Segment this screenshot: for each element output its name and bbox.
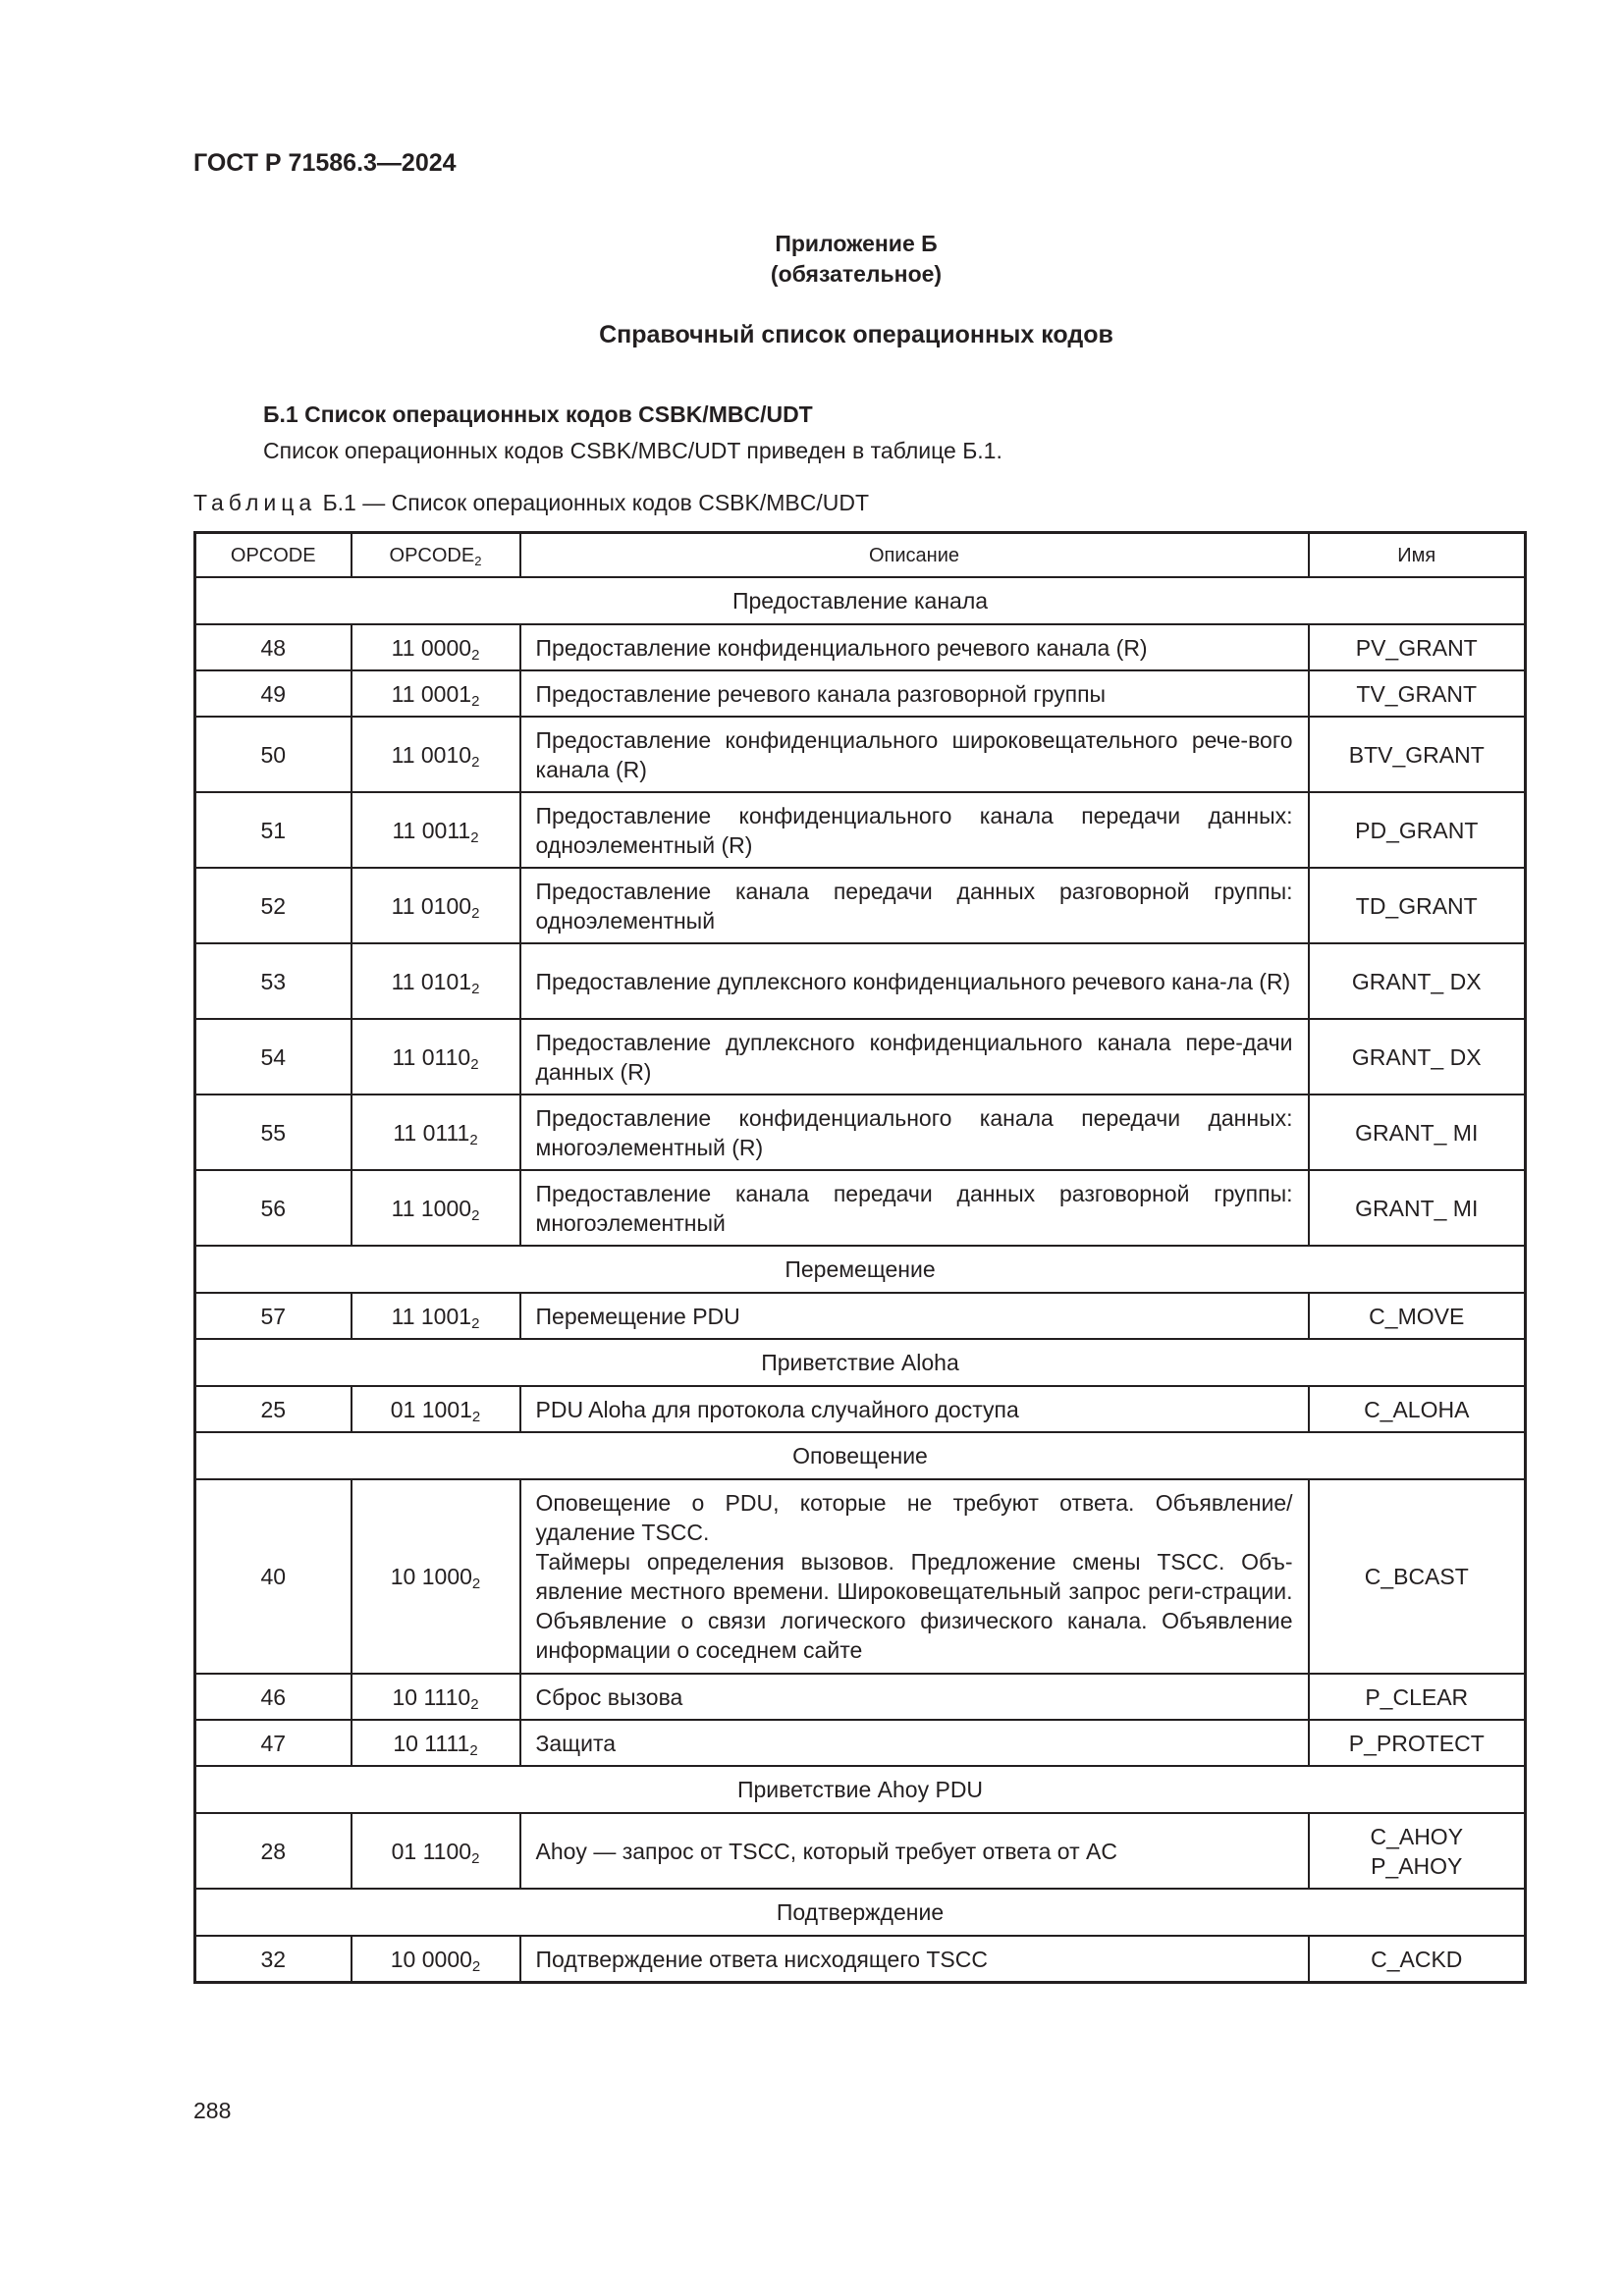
col-header-description: Описание <box>520 533 1309 578</box>
opcode-binary-value: 11 0110 <box>392 1043 471 1070</box>
col-header-name: Имя <box>1309 533 1526 578</box>
opcode-binary-cell <box>352 670 520 717</box>
name-cell: PV_GRANT <box>1309 624 1526 670</box>
opcode-binary-base: 2 <box>470 1055 479 1073</box>
annex-heading <box>0 229 1624 290</box>
opcode-binary-base: 2 <box>471 1408 481 1425</box>
annex-title: Справочный список операционных кодов <box>599 321 1113 348</box>
opcode-cell: 46 <box>195 1674 352 1720</box>
opcode-binary-value: 10 1000 <box>390 1564 472 1589</box>
name-cell: TD_GRANT <box>1309 868 1526 943</box>
description-cell: Предоставление канала передачи данных разговорной группы: одноэлементный <box>520 868 1309 943</box>
name-cell: P_CLEAR <box>1309 1674 1526 1720</box>
opcode-binary-base: 2 <box>471 1314 480 1332</box>
opcode-binary-value: 10 1110 <box>392 1683 471 1710</box>
opcode-binary-base: 2 <box>469 1131 478 1148</box>
annex-status: (обязательное) <box>770 261 943 287</box>
opcode-binary-base: 2 <box>469 1741 478 1759</box>
name-cell: TV_GRANT <box>1309 670 1526 717</box>
table-body <box>195 577 1526 1983</box>
opcode-cell: 56 <box>195 1170 352 1246</box>
opcode-cell: 25 <box>195 1386 352 1432</box>
section-title: Приветствие Aloha <box>195 1339 1526 1386</box>
opcode-cell: 28 <box>195 1813 352 1889</box>
opcode-binary-value: 11 0001 <box>391 680 472 707</box>
opcode-binary-cell <box>352 1095 520 1170</box>
opcode-binary-value: 11 0010 <box>391 741 472 768</box>
opcode-binary-cell <box>352 868 520 943</box>
opcode-binary-value: 10 0000 <box>390 1946 472 1972</box>
section-row <box>195 1766 1526 1813</box>
description-cell: Предоставление речевого канала разговорной группы <box>520 670 1309 717</box>
opcode-cell: 32 <box>195 1936 352 1983</box>
section-heading: Б.1 Список операционных кодов CSBK/MBC/UDT <box>263 401 813 427</box>
annex-label: Приложение Б <box>775 231 938 256</box>
opcode-binary-cell <box>352 1293 520 1339</box>
opcode-binary-cell <box>352 943 520 1019</box>
opcode-binary-cell <box>352 792 520 868</box>
description-cell: Перемещение PDU <box>520 1293 1309 1339</box>
description-cell: Защита <box>520 1720 1309 1766</box>
document-code: ГОСТ Р 71586.3—2024 <box>193 149 457 177</box>
opcode-binary-cell <box>352 1674 520 1720</box>
opcode-binary-value: 11 1001 <box>391 1303 472 1329</box>
description-cell <box>520 1479 1309 1674</box>
opcode-cell: 50 <box>195 717 352 792</box>
description-cell: PDU Aloha для протокола случайного доступа <box>520 1386 1309 1432</box>
opcode-binary-value: 11 0111 <box>393 1119 470 1146</box>
opcode-binary-cell <box>352 1720 520 1766</box>
description-line: Оповещение о PDU, которые не требуют ответа. Объявление/ удаление TSCC. <box>535 1490 1293 1545</box>
opcode-table <box>193 531 1527 1984</box>
opcode-cell: 40 <box>195 1479 352 1674</box>
opcode-binary-cell <box>352 1936 520 1983</box>
opcode-binary-value: 11 0100 <box>391 892 472 919</box>
name-cell: GRANT_ DX <box>1309 1019 1526 1095</box>
table-row <box>195 1170 1526 1246</box>
table-header-row <box>195 533 1526 578</box>
opcode-binary-base: 2 <box>471 1849 480 1867</box>
col-header-opcode2-sub: 2 <box>474 553 482 568</box>
table-row <box>195 868 1526 943</box>
opcode-binary-base: 2 <box>471 1575 481 1592</box>
section-row <box>195 1246 1526 1293</box>
section-title: Предоставление канала <box>195 577 1526 624</box>
section-row <box>195 1339 1526 1386</box>
opcode-cell: 55 <box>195 1095 352 1170</box>
table-row <box>195 943 1526 1019</box>
description-cell: Предоставление конфиденциального широковещательного рече-вого канала (R) <box>520 717 1309 792</box>
section-title: Приветствие Ahoy PDU <box>195 1766 1526 1813</box>
section-row <box>195 1432 1526 1479</box>
opcode-cell: 48 <box>195 624 352 670</box>
opcode-binary-cell <box>352 1813 520 1889</box>
description-cell: Предоставление дуплексного конфиденциального речевого кана-ла (R) <box>520 943 1309 1019</box>
description-cell: Ahoy — запрос от TSCC, который требует ответа от AC <box>520 1813 1309 1889</box>
table-row <box>195 670 1526 717</box>
name-line: P_AHOY <box>1371 1852 1463 1879</box>
opcode-cell: 57 <box>195 1293 352 1339</box>
description-cell: Предоставление дуплексного конфиденциального канала пере-дачи данных (R) <box>520 1019 1309 1095</box>
description-cell: Предоставление конфиденциального канала передачи данных: многоэлементный (R) <box>520 1095 1309 1170</box>
table-row <box>195 717 1526 792</box>
opcode-binary-cell <box>352 1019 520 1095</box>
opcode-binary-base: 2 <box>471 646 480 664</box>
opcode-binary-base: 2 <box>471 904 480 922</box>
name-cell: BTV_GRANT <box>1309 717 1526 792</box>
table-row <box>195 1674 1526 1720</box>
opcode-binary-cell <box>352 717 520 792</box>
table-row <box>195 792 1526 868</box>
opcode-binary-base: 2 <box>471 692 480 710</box>
page-number: 288 <box>193 2098 232 2123</box>
table-row <box>195 1019 1526 1095</box>
table-caption-label: Таблица <box>193 490 317 515</box>
section-text: Список операционных кодов CSBK/MBC/UDT приведен в таблице Б.1. <box>263 438 1002 463</box>
opcode-binary-cell <box>352 1479 520 1674</box>
table-row <box>195 1095 1526 1170</box>
section-title: Подтверждение <box>195 1889 1526 1936</box>
opcode-binary-value: 11 0000 <box>391 634 472 661</box>
col-header-opcode2-text: OPCODE <box>389 544 475 566</box>
opcode-binary-base: 2 <box>470 828 479 846</box>
description-cell: Предоставление конфиденциального канала передачи данных: одноэлементный (R) <box>520 792 1309 868</box>
section-row <box>195 577 1526 624</box>
description-line: Таймеры определения вызовов. Предложение смены TSCC. Объ-явление местного времени. Широковещательный запрос реги-страции. Объявление о связи логического физического канала. Объявление информации о соседнем сайте <box>535 1549 1293 1663</box>
table-row <box>195 1936 1526 1983</box>
opcode-binary-base: 2 <box>470 1695 479 1713</box>
opcode-binary-cell <box>352 1386 520 1432</box>
opcode-cell: 54 <box>195 1019 352 1095</box>
name-cell <box>1309 1813 1526 1889</box>
name-cell: C_BCAST <box>1309 1479 1526 1674</box>
opcode-binary-value: 10 1111 <box>393 1730 470 1756</box>
opcode-binary-base: 2 <box>471 753 480 771</box>
opcode-cell: 47 <box>195 1720 352 1766</box>
opcode-binary-value: 11 0011 <box>392 817 471 843</box>
opcode-cell: 53 <box>195 943 352 1019</box>
table-row <box>195 1386 1526 1432</box>
name-cell: GRANT_ DX <box>1309 943 1526 1019</box>
description-cell: Предоставление канала передачи данных разговорной группы: многоэлементный <box>520 1170 1309 1246</box>
opcode-binary-value: 01 1100 <box>391 1838 472 1864</box>
table-row <box>195 1479 1526 1674</box>
opcode-binary-base: 2 <box>471 980 480 997</box>
section-title: Оповещение <box>195 1432 1526 1479</box>
opcode-binary-cell <box>352 1170 520 1246</box>
opcode-binary-base: 2 <box>471 1957 481 1975</box>
table-caption <box>193 490 869 516</box>
col-header-opcode2 <box>352 533 520 578</box>
section-title: Перемещение <box>195 1246 1526 1293</box>
opcode-binary-base: 2 <box>471 1206 480 1224</box>
name-cell: C_ALOHA <box>1309 1386 1526 1432</box>
name-cell: P_PROTECT <box>1309 1720 1526 1766</box>
opcode-binary-value: 11 1000 <box>391 1195 472 1221</box>
table-row <box>195 1720 1526 1766</box>
opcode-cell: 52 <box>195 868 352 943</box>
table-row <box>195 624 1526 670</box>
table-row <box>195 1813 1526 1889</box>
table-row <box>195 1293 1526 1339</box>
opcode-cell: 49 <box>195 670 352 717</box>
description-cell: Подтверждение ответа нисходящего TSCC <box>520 1936 1309 1983</box>
description-cell: Предоставление конфиденциального речевого канала (R) <box>520 624 1309 670</box>
opcode-binary-value: 11 0101 <box>391 968 472 994</box>
section-row <box>195 1889 1526 1936</box>
table-caption-text: Б.1 — Список операционных кодов CSBK/MBC/UDT <box>322 490 870 515</box>
name-cell: GRANT_ MI <box>1309 1170 1526 1246</box>
name-cell: GRANT_ MI <box>1309 1095 1526 1170</box>
name-cell: C_MOVE <box>1309 1293 1526 1339</box>
name-cell: PD_GRANT <box>1309 792 1526 868</box>
opcode-cell: 51 <box>195 792 352 868</box>
description-cell: Сброс вызова <box>520 1674 1309 1720</box>
name-cell: C_ACKD <box>1309 1936 1526 1983</box>
opcode-binary-cell <box>352 624 520 670</box>
name-line: C_AHOY <box>1370 1823 1464 1849</box>
opcode-binary-value: 01 1001 <box>390 1396 472 1422</box>
col-header-opcode: OPCODE <box>195 533 352 578</box>
